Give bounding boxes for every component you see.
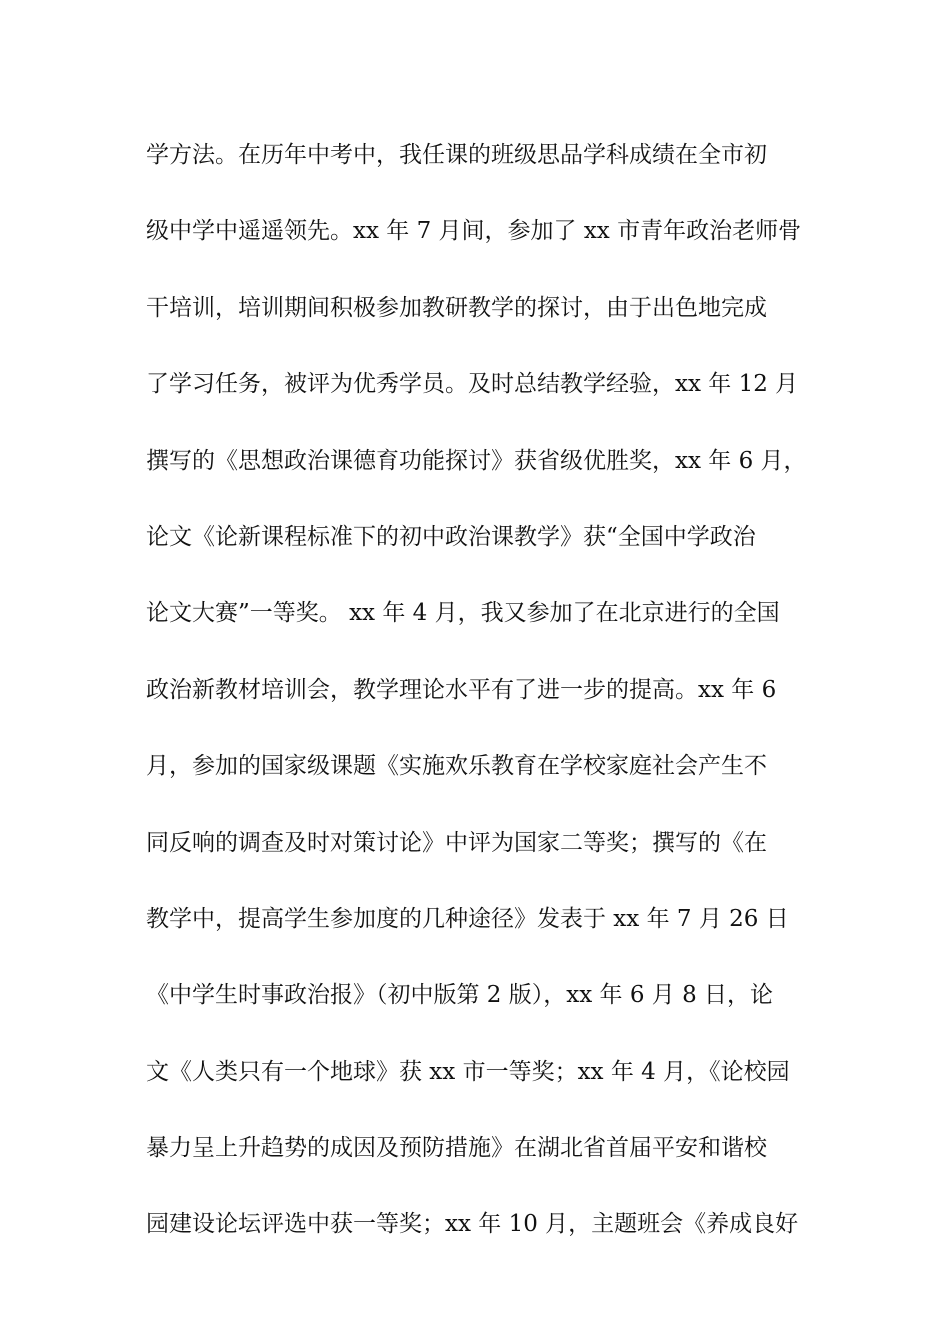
text-line-10: 同反响的调查及时对策讨论》中评为国家二等奖；撰写的《在 bbox=[146, 829, 767, 856]
text-line-11: 教学中，提高学生参加度的几种途径》发表于 xx 年 7 月 26 日 bbox=[146, 905, 789, 932]
text-line-6: 论文《论新课程标准下的初中政治课教学》获“全国中学政治 bbox=[146, 523, 756, 550]
text-line-14: 暴力呈上升趋势的成因及预防措施》在湖北省首届平安和谐校 bbox=[146, 1135, 767, 1162]
text-line-9: 月，参加的国家级课题《实施欢乐教育在学校家庭社会产生不 bbox=[146, 753, 767, 780]
text-line-2: 级中学中遥遥领先。xx 年 7 月间，参加了 xx 市青年政治老师骨 bbox=[146, 218, 802, 245]
text-line-12: 《中学生时事政治报》（初中版第 2 版），xx 年 6 月 8 日，论 bbox=[146, 982, 774, 1009]
text-line-4: 了学习任务，被评为优秀学员。及时总结教学经验，xx 年 12 月 bbox=[146, 371, 799, 398]
text-line-13: 文《人类只有一个地球》获 xx 市一等奖；xx 年 4 月，《论校园 bbox=[146, 1058, 790, 1085]
body-text bbox=[146, 136, 826, 1282]
text-line-1: 学方法。在历年中考中，我任课的班级思品学科成绩在全市初 bbox=[146, 142, 767, 168]
text-line-8: 政治新教材培训会，教学理论水平有了进一步的提高。xx 年 6 bbox=[146, 676, 777, 703]
text-line-3: 干培训，培训期间积极参加教研教学的探讨，由于出色地完成 bbox=[146, 294, 767, 321]
text-line-5: 撰写的《思想政治课德育功能探讨》获省级优胜奖，xx 年 6 月， bbox=[146, 447, 807, 474]
text-line-15: 园建设论坛评选中获一等奖；xx 年 10 月，主题班会《养成良好 bbox=[146, 1211, 799, 1238]
text-line-7: 论文大赛”一等奖。 xx 年 4 月，我又参加了在北京进行的全国 bbox=[146, 600, 780, 627]
